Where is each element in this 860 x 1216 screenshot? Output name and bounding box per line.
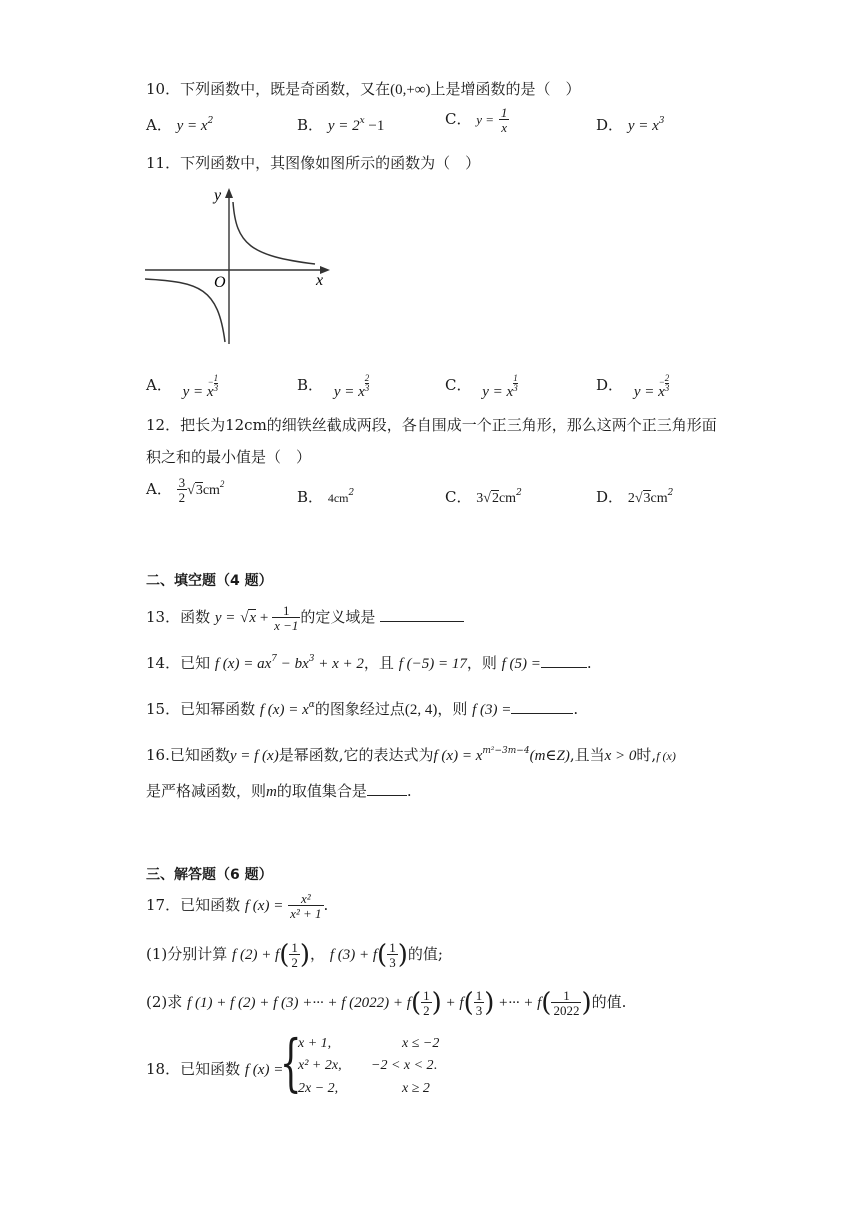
q17-part1: (1)分别计算 f (2) + f( $\frac{1}{2}$ )， f (3) + f( $\frac{1}{3}$ )的值; bbox=[146, 940, 443, 970]
section-solution-title: 三、解答题（6 题） bbox=[146, 867, 273, 883]
q10-stem: 10．下列函数中，既是奇函数，又在(0,+∞)上是增函数的是（ ） bbox=[146, 80, 581, 98]
q14-answer-blank[interactable] bbox=[541, 655, 587, 668]
q17-stem: 17．已知函数 f (x) = $\frac{\text{x²}}{\text{x² + 1}}$ . bbox=[146, 891, 329, 921]
q11-stem: 11．下列函数中，其图像如图所示的函数为（ ） bbox=[146, 154, 481, 172]
piecewise-brace: { bbox=[279, 1026, 302, 1099]
q18-cond2: −2 < x < 2. bbox=[371, 1058, 438, 1073]
q11-graph bbox=[140, 184, 340, 354]
q18-case1: x + 1, bbox=[298, 1036, 332, 1051]
q11-option-d[interactable]: D． y = x − 2 3 bbox=[596, 373, 670, 400]
q14: 14．已知 f $(x) = ax^7 - bx^3 + x + 2$，且 f (−5) = 17，则 f (5) = . bbox=[146, 654, 592, 672]
y-axis-arrow bbox=[225, 188, 233, 198]
q16-line1: 16.已知函数y = f (x)是幂函数,它的表达式为f $(x) = x^{m^2-3m-4}(m\in Z)$,且当x > 0时,f (x) bbox=[146, 746, 676, 764]
q11-option-b[interactable]: B． y = x 2 3 bbox=[297, 373, 370, 400]
curve-left-branch bbox=[145, 279, 225, 342]
q18-case3: 2x − 2, bbox=[298, 1081, 339, 1096]
q10-option-d[interactable]: D． $y = x^3$ bbox=[596, 116, 665, 134]
q12-option-d[interactable]: D． $2√3cm^2$ bbox=[596, 488, 674, 506]
q12-option-a[interactable]: A． $\frac{3}{2}$ $√3cm^2$ bbox=[146, 475, 225, 505]
q10-option-c[interactable]: C． y = $\frac{1}{x}$ bbox=[445, 105, 508, 135]
q10-option-b[interactable]: B． $y = 2^x -1$ bbox=[297, 116, 385, 134]
q15: 15．已知幂函数 f $(x) = x^\alpha$的图象经过点(2, 4)，则 f (3) = . bbox=[146, 700, 579, 718]
q12-stem-line1: 12．把长为12cm的细铁丝截成两段，各自围成一个正三角形，那么这两个正三角形面 bbox=[146, 416, 717, 434]
q12-option-b[interactable]: B． $4cm^2$ bbox=[297, 488, 355, 506]
q18-case2: x² + 2x, bbox=[298, 1058, 342, 1073]
q11-option-a[interactable]: A． y = x − 1 3 bbox=[146, 373, 219, 400]
q18-cond3: x ≥ 2 bbox=[402, 1081, 430, 1096]
section-fill-in-title: 二、填空题（4 题） bbox=[146, 573, 273, 589]
q16-line2: 是严格减函数，则m的取值集合是 . bbox=[146, 782, 412, 800]
axis-x-label: x bbox=[316, 272, 324, 289]
q12-option-c[interactable]: C． $3√2cm^2$ bbox=[445, 488, 522, 506]
q11-option-c[interactable]: C． y = x 1 3 bbox=[445, 373, 518, 400]
q17-part2: (2)求 f (1) + f (2) + f (3) +··· + f (2022) + f( $\frac{1}{2}$ ) + f( $\frac{1}{3}$ ) +··· + f( $\frac{1}{2022}$ )的值. bbox=[146, 988, 627, 1018]
q16-answer-blank[interactable] bbox=[367, 783, 407, 796]
origin-label: O bbox=[214, 274, 226, 291]
q13-answer-blank[interactable] bbox=[380, 609, 464, 622]
q10-option-a[interactable]: A． $y = x^2$ bbox=[146, 116, 214, 134]
q13: 13．函数 y = √x + $\frac{1}{x -1}$ 的定义域是 bbox=[146, 604, 464, 632]
q18-cond1: x ≤ −2 bbox=[402, 1036, 440, 1051]
q18-stem: 18．已知函数 f (x) = bbox=[146, 1060, 284, 1078]
curve-right-branch bbox=[233, 202, 315, 264]
axis-y-label: y bbox=[214, 187, 222, 204]
q12-stem-line2: 积之和的最小值是（ ） bbox=[146, 448, 312, 466]
q15-answer-blank[interactable] bbox=[511, 701, 573, 714]
